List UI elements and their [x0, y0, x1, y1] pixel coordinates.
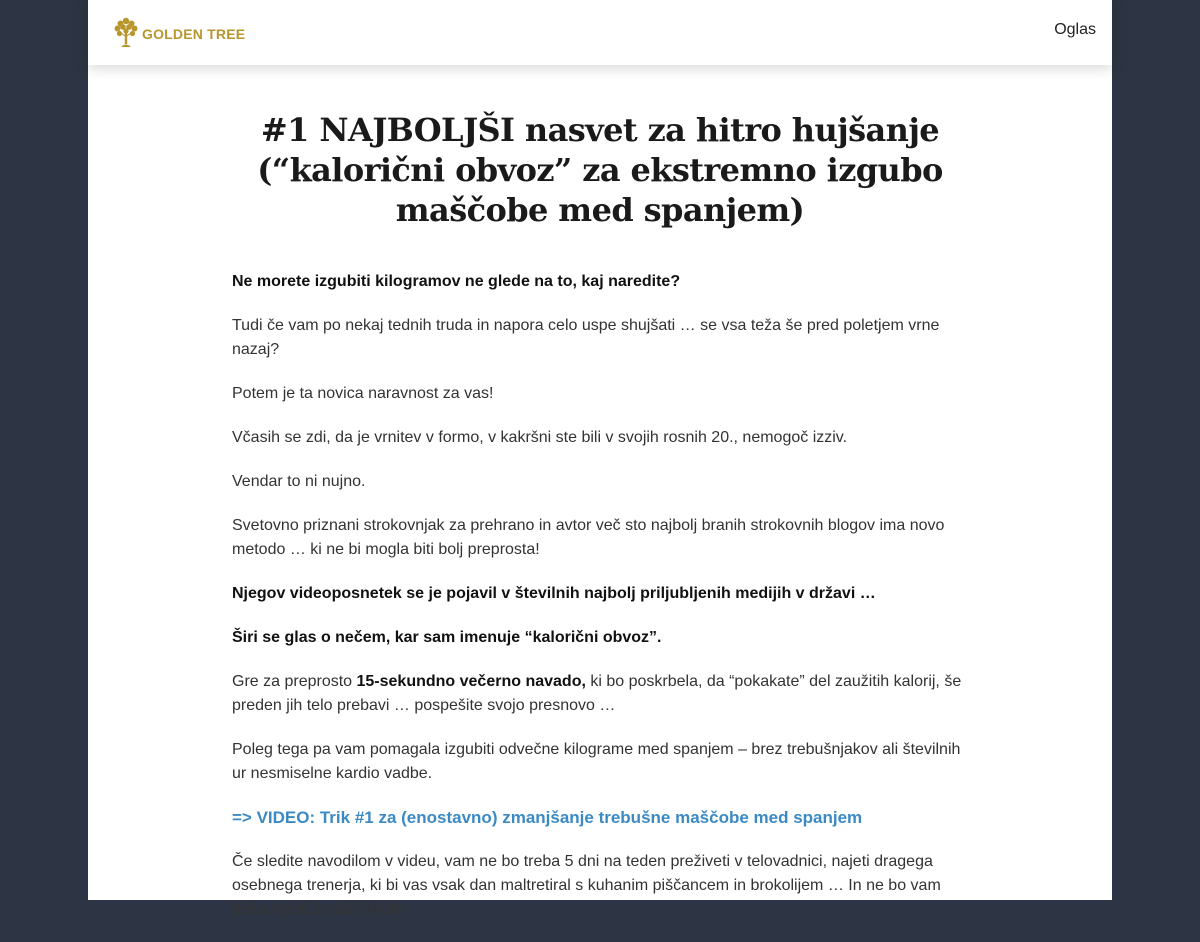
paragraph-with-highlight — [232, 670, 968, 718]
tree-logo-icon — [113, 15, 139, 49]
site-logo[interactable] — [113, 15, 245, 49]
paragraph-intro-question: Ne morete izgubiti kilogramov ne glede na to, kaj naredite? — [232, 273, 681, 290]
paragraph: Če sledite navodilom v videu, vam ne bo treba 5 dni na teden preživeti v telovadnici, najeti dragega osebnega trenerja, ki bi vas vsak dan maltretiral s kuhanim piščancem in brokolijem … In ne bo vam treba trpeti zaradi lakote. — [232, 853, 941, 918]
top-header-bar — [88, 0, 1112, 65]
paragraph-text: Gre za preprosto — [232, 673, 357, 690]
video-link[interactable]: => VIDEO: Trik #1 za (enostavno) zmanjšanje trebušne maščobe med spanjem — [232, 808, 863, 827]
article-title: #1 NAJBOLJŠI nasvet za hitro hujšanje (“kalorični obvoz” za ekstremno izgubo maščobe med spanjem) — [257, 111, 943, 229]
page — [88, 0, 1112, 918]
paragraph-bold: Širi se glas o nečem, kar sam imenuje “kalorični obvoz”. — [232, 629, 662, 646]
paragraph: Potem je ta novica naravnost za vas! — [232, 385, 494, 402]
paragraph-bold: Njegov videoposnetek se je pojavil v številnih najbolj priljubljenih medijih v državi … — [232, 585, 876, 602]
article-body — [232, 270, 968, 922]
ad-label-link[interactable]: Oglas — [1054, 21, 1096, 38]
paragraph: Poleg tega pa vam pomagala izgubiti odvečne kilograme med spanjem – brez trebušnjakov ali številnih ur nesmiselne kardio vadbe. — [232, 741, 961, 782]
paragraph: Včasih se zdi, da je vrnitev v formo, v kakršni ste bili v svojih rosnih 20., nemogoč izziv. — [232, 429, 848, 446]
paragraph-text: ki bo poskrbela, da “pokakate” del zaužitih kalorij, še preden jih telo prebavi … pospešite svojo presnovo … — [232, 673, 962, 714]
logo-text: GOLDEN TREE — [142, 26, 246, 42]
paragraph: Svetovno priznani strokovnjak za prehrano in avtor več sto najbolj branih strokovnih blogov ima novo metodo … ki ne bi mogla biti bolj preprosta! — [232, 517, 945, 558]
article — [232, 110, 968, 942]
paragraph: Vendar to ni nujno. — [232, 473, 366, 490]
paragraph: Tudi če vam po nekaj tednih truda in napora celo uspe shujšati … se vsa teža še pred poletjem vrne nazaj? — [232, 317, 940, 358]
highlight-text: 15-sekundno večerno navado, — [356, 673, 586, 690]
